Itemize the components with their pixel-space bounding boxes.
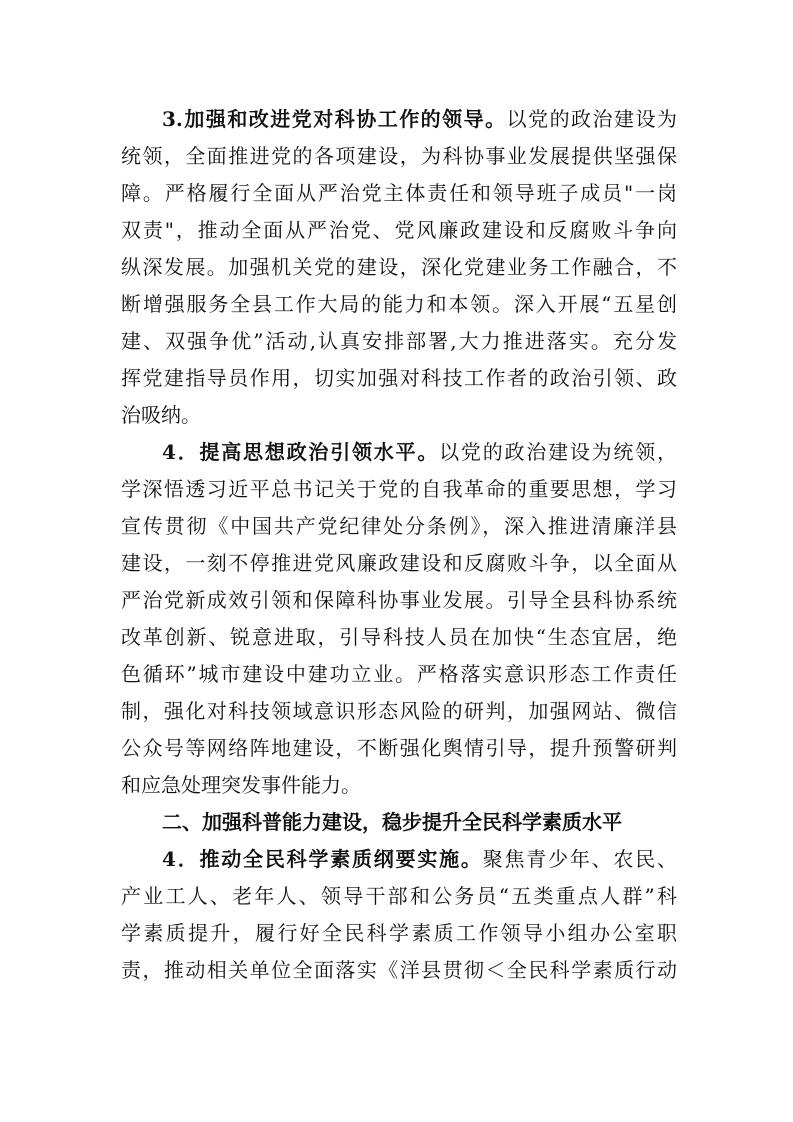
paragraph-4-line-1 xyxy=(162,438,677,466)
paragraph-3-line-9: 治吸纳。 xyxy=(121,403,201,427)
paragraph-3-line-8: 挥党建指导员作用，切实加强对科技工作者的政治引领、政 xyxy=(121,366,677,390)
paragraph-4-line-3: 宣传贯彻《中国共产党纪律处分条例》，深入推进清廉洋县 xyxy=(121,514,677,538)
paragraph-3-title: 3.加强和改进党对科协工作的领导。 xyxy=(162,107,507,131)
paragraph-3-line-2: 统领，全面推进党的各项建设，为科协事业发展提供坚强保 xyxy=(121,144,677,168)
paragraph-3-line-7: 建、双强争优”活动,认真安排部署,大力推进落实。充分发 xyxy=(121,329,677,353)
section-heading: 二、加强科普能力建设，稳步提升全民科学素质水平 xyxy=(162,810,622,834)
paragraph-4-text: 以党的政治建设为统领， xyxy=(439,440,677,464)
paragraph-4-line-8: 制，强化对科技领域意识形态风险的研判，加强网站、微信 xyxy=(121,699,677,723)
paragraph-5-line-1 xyxy=(162,845,677,873)
paragraph-3-line-3: 障。严格履行全面从严治党主体责任和领导班子成员"一岗 xyxy=(121,181,677,205)
paragraph-5-line-3: 学素质提升，履行好全民科学素质工作领导小组办公室职 xyxy=(121,921,677,945)
paragraph-3-line-1 xyxy=(162,105,677,133)
paragraph-3-line-4: 双责"，推动全面从严治党、党风廉政建设和反腐败斗争向 xyxy=(121,218,677,242)
paragraph-5-line-2: 产业工人、老年人、领导干部和公务员“五类重点人群”科 xyxy=(121,884,677,908)
paragraph-5-text: 聚焦青少年、农民、 xyxy=(482,847,677,871)
paragraph-4-line-4: 建设，一刻不停推进党风廉政建设和反腐败斗争，以全面从 xyxy=(121,551,677,575)
paragraph-4-line-6: 改革创新、锐意进取，引导科技人员在加快“生态宜居，绝 xyxy=(121,625,677,649)
paragraph-5-title: 4．推动全民科学素质纲要实施。 xyxy=(162,847,483,871)
paragraph-5-line-4: 责，推动相关单位全面落实《洋县贯彻＜全民科学素质行动 xyxy=(121,958,677,982)
paragraph-4-line-9: 公众号等网络阵地建设，不断强化舆情引导，提升预警研判 xyxy=(121,736,677,760)
paragraph-4-line-2: 学深悟透习近平总书记关于党的自我革命的重要思想，学习 xyxy=(121,477,677,501)
paragraph-4-line-10: 和应急处理突发事件能力。 xyxy=(121,773,361,797)
paragraph-3-line-5: 纵深发展。加强机关党的建设，深化党建业务工作融合，不 xyxy=(121,255,677,279)
paragraph-4-line-7: 色循环”城市建设中建功立业。严格落实意识形态工作责任 xyxy=(121,662,677,686)
paragraph-3-text: 以党的政治建设为 xyxy=(506,107,677,131)
paragraph-4-line-5: 严治党新成效引领和保障科协事业发展。引导全县科协系统 xyxy=(121,588,677,612)
paragraph-4-title: 4．提高思想政治引领水平。 xyxy=(162,440,440,464)
paragraph-3-line-6: 断增强服务全县工作大局的能力和本领。深入开展“五星创 xyxy=(121,292,677,316)
